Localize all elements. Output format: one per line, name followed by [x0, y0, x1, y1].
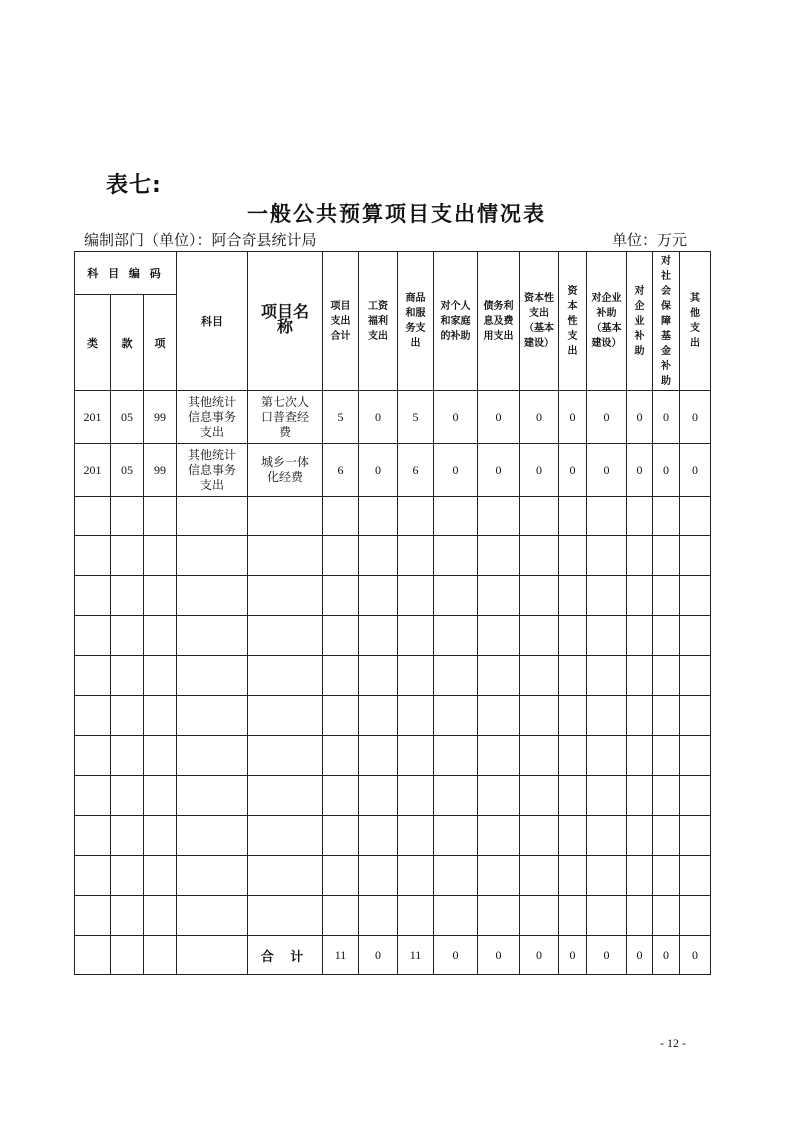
cell-capital-construction: 0: [520, 444, 559, 497]
cell-subject: 其他统计信息事务支出: [177, 391, 248, 444]
empty-row: [75, 856, 711, 896]
cell-enterprise-subsidy: 0: [627, 444, 653, 497]
cell-kuan: 05: [111, 444, 144, 497]
cell-kuan: 05: [111, 391, 144, 444]
cell-capital: 0: [559, 391, 587, 444]
total-enterprise-subsidy: 0: [627, 936, 653, 975]
cell-enterprise-construction: 0: [587, 444, 627, 497]
header-social-security: 对社会保障基金补助: [653, 252, 680, 391]
empty-row: [75, 576, 711, 616]
cell-enterprise-subsidy: 0: [627, 391, 653, 444]
empty-row: [75, 816, 711, 856]
table-label: 表七:: [106, 173, 162, 198]
cell-capital: 0: [559, 444, 587, 497]
project-name-header: 项目名称: [248, 252, 323, 391]
empty-row: [75, 497, 711, 536]
code-xiang-header: 项: [144, 295, 177, 391]
code-group-header: 科 目 编 码: [75, 252, 177, 295]
budget-table: [74, 251, 711, 975]
header-enterprise-construction: 对企业补助（基本建设）: [587, 252, 627, 391]
header-project-total: 项目支出合计: [323, 252, 359, 391]
page-number: - 12 -: [660, 1036, 686, 1050]
table-row: [75, 391, 711, 444]
document-title: 一般公共预算项目支出情况表: [247, 202, 546, 226]
cell-wages: 0: [359, 444, 398, 497]
total-project: 11: [323, 936, 359, 975]
cell-enterprise-construction: 0: [587, 391, 627, 444]
empty-row: [75, 736, 711, 776]
cell-lei: 201: [75, 444, 111, 497]
cell-project-total: 6: [323, 444, 359, 497]
total-enterprise-construction: 0: [587, 936, 627, 975]
total-household-subsidy: 0: [434, 936, 478, 975]
empty-row: [75, 656, 711, 696]
cell-xiang: 99: [144, 391, 177, 444]
header-household-subsidy: 对个人和家庭的补助: [434, 252, 478, 391]
header-wages: 工资福利支出: [359, 252, 398, 391]
empty-row: [75, 896, 711, 936]
cell-social-security: 0: [653, 444, 680, 497]
subject-header: 科目: [177, 252, 248, 391]
cell-household-subsidy: 0: [434, 391, 478, 444]
total-debt-interest: 0: [478, 936, 520, 975]
empty-row: [75, 616, 711, 656]
total-goods-services: 11: [398, 936, 434, 975]
cell-wages: 0: [359, 391, 398, 444]
total-wages: 0: [359, 936, 398, 975]
currency-unit: 单位：万元: [612, 231, 688, 249]
cell-project-total: 5: [323, 391, 359, 444]
total-row: [75, 936, 711, 975]
cell-social-security: 0: [653, 391, 680, 444]
cell-goods-services: 5: [398, 391, 434, 444]
header-debt-interest: 债务利息及费用支出: [478, 252, 520, 391]
cell-project-name: 第七次人口普查经费: [248, 391, 323, 444]
compiling-department: 编制部门（单位）：阿合奇县统计局: [84, 231, 317, 249]
header-goods-services: 商品和服务支出: [398, 252, 434, 391]
cell-goods-services: 6: [398, 444, 434, 497]
empty-row: [75, 536, 711, 576]
cell-capital-construction: 0: [520, 391, 559, 444]
cell-other: 0: [680, 444, 711, 497]
cell-debt-interest: 0: [478, 391, 520, 444]
header-capital-construction: 资本性支出（基本建设）: [520, 252, 559, 391]
empty-row: [75, 696, 711, 736]
cell-other: 0: [680, 391, 711, 444]
header-enterprise-subsidy: 对企业补助: [627, 252, 653, 391]
empty-row: [75, 776, 711, 816]
header-other: 其他支出: [680, 252, 711, 391]
code-kuan-header: 款: [111, 295, 144, 391]
total-capital-construction: 0: [520, 936, 559, 975]
total-capital: 0: [559, 936, 587, 975]
cell-subject: 其他统计信息事务支出: [177, 444, 248, 497]
cell-xiang: 99: [144, 444, 177, 497]
total-social-security: 0: [653, 936, 680, 975]
total-label: 合 计: [248, 936, 323, 975]
header-capital: 资本性支出: [559, 252, 587, 391]
cell-household-subsidy: 0: [434, 444, 478, 497]
code-lei-header: 类: [75, 295, 111, 391]
cell-lei: 201: [75, 391, 111, 444]
cell-debt-interest: 0: [478, 444, 520, 497]
cell-project-name: 城乡一体化经费: [248, 444, 323, 497]
header-row-1: [75, 252, 711, 295]
total-other: 0: [680, 936, 711, 975]
table-row: [75, 444, 711, 497]
